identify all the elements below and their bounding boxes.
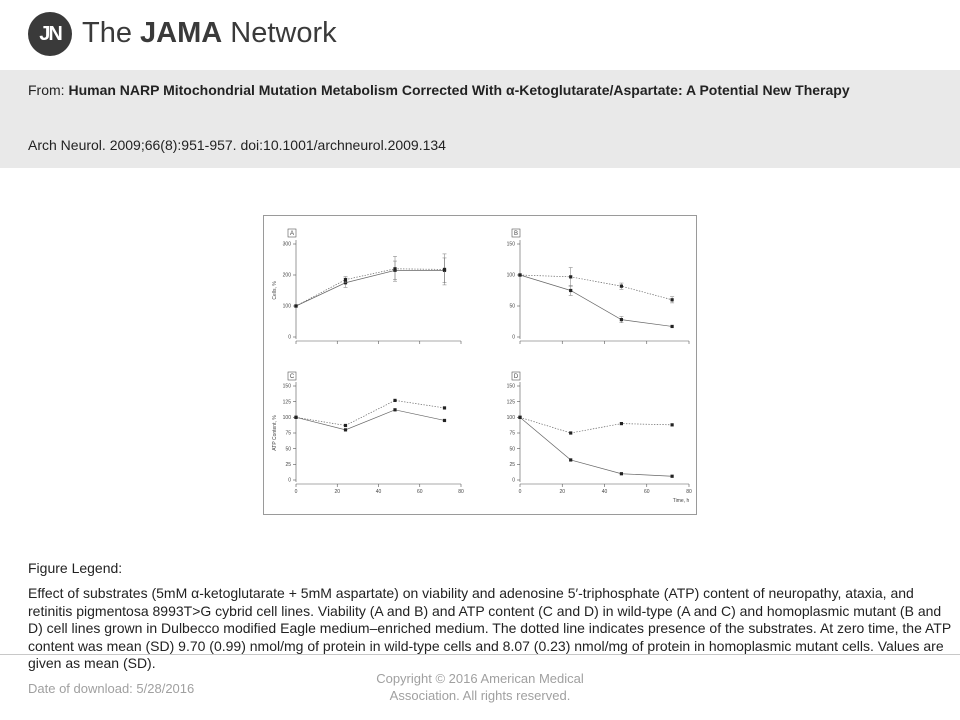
header-bar (0, 0, 960, 70)
y-tick-label: 0 (512, 334, 515, 341)
series-line-solid (296, 410, 445, 430)
y-tick-label: 100 (506, 272, 515, 279)
y-tick-label: 50 (509, 446, 515, 453)
series-line-dotted (520, 417, 672, 433)
data-point (671, 423, 674, 426)
data-point (393, 267, 396, 270)
data-point (443, 419, 446, 422)
article-source (28, 81, 936, 100)
x-tick-label: 40 (375, 489, 382, 495)
footer-divider (0, 654, 960, 655)
article-title: Human NARP Mitochondrial Mutation Metabolism Corrected With α-Ketoglutarate/Aspartate: A Potential New Therapy (68, 82, 850, 98)
x-axis-label: Time, h (672, 498, 690, 504)
panel-label: A (289, 231, 295, 237)
chart-panel-c (272, 372, 464, 495)
x-tick-label: 40 (601, 489, 608, 495)
download-date: Date of download: 5/28/2016 (28, 681, 195, 696)
citation-box (0, 70, 960, 168)
chart-panel-d (507, 372, 692, 504)
x-tick-label: 60 (643, 489, 650, 495)
data-point (620, 472, 623, 475)
data-point (393, 399, 396, 402)
data-point (344, 278, 347, 281)
data-point (569, 289, 572, 292)
y-tick-label: 125 (506, 399, 515, 406)
data-point (671, 475, 674, 478)
data-point (294, 304, 297, 307)
y-tick-label: 150 (282, 383, 291, 390)
series-line-dotted (520, 275, 672, 300)
y-axis-label: ATP Content, % (272, 415, 278, 451)
y-tick-label: 125 (282, 399, 291, 406)
brand-the: The (82, 17, 132, 49)
data-point (344, 424, 347, 427)
figure-chart-panels (264, 216, 696, 514)
series-line-dotted (296, 400, 445, 425)
data-point (569, 275, 572, 278)
brand-jama: JAMA (140, 17, 223, 49)
panel-label: D (513, 374, 519, 380)
x-tick-label: 80 (458, 489, 464, 495)
data-point (344, 428, 347, 431)
y-tick-label: 0 (512, 477, 515, 484)
y-tick-label: 0 (288, 477, 291, 484)
x-tick-label: 20 (559, 489, 566, 495)
y-tick-label: 25 (285, 462, 291, 469)
data-point (620, 422, 623, 425)
series-line-dotted (296, 269, 445, 306)
chart-panel-a (272, 229, 461, 344)
data-point (671, 325, 674, 328)
journal-citation: Arch Neurol. 2009;66(8):951-957. doi:10.1001/archneurol.2009.134 (28, 137, 446, 153)
data-point (620, 318, 623, 321)
y-tick-label: 200 (282, 272, 291, 279)
legend-heading: Figure Legend: (28, 560, 123, 576)
y-tick-label: 75 (509, 430, 515, 437)
data-point (518, 416, 521, 419)
y-tick-label: 75 (285, 430, 291, 437)
x-tick-label: 0 (518, 489, 522, 495)
figure-image (263, 215, 697, 515)
brand-name[interactable] (82, 17, 337, 50)
data-point (518, 273, 521, 276)
chart-panel-b (507, 229, 689, 344)
panel-label: C (289, 374, 295, 380)
data-point (569, 431, 572, 434)
y-tick-label: 300 (282, 241, 291, 248)
y-tick-label: 100 (282, 303, 291, 310)
series-line-solid (520, 417, 672, 476)
y-tick-label: 25 (509, 462, 515, 469)
y-tick-label: 150 (506, 383, 515, 390)
x-tick-label: 0 (294, 489, 298, 495)
y-tick-label: 50 (509, 303, 515, 310)
x-tick-label: 80 (686, 489, 692, 495)
y-axis-label: Cells, % (272, 281, 278, 300)
data-point (620, 285, 623, 288)
y-tick-label: 150 (506, 241, 515, 248)
from-label: From: (28, 82, 65, 98)
copyright-notice: Copyright © 2016 American Medical Association. All rights reserved. (376, 671, 584, 703)
y-tick-label: 0 (288, 334, 291, 341)
data-point (671, 298, 674, 301)
jama-network-logo[interactable]: JN (28, 12, 72, 56)
y-tick-label: 100 (506, 415, 515, 422)
x-tick-label: 60 (416, 489, 423, 495)
x-tick-label: 20 (334, 489, 341, 495)
data-point (443, 406, 446, 409)
data-point (569, 458, 572, 461)
data-point (294, 416, 297, 419)
data-point (443, 268, 446, 271)
y-tick-label: 100 (282, 415, 291, 422)
series-line-solid (520, 275, 672, 326)
data-point (393, 408, 396, 411)
panel-label: B (513, 231, 519, 237)
y-tick-label: 50 (285, 446, 291, 453)
legend-text: Effect of substrates (5mM α-ketoglutarate + 5mM aspartate) on viability and adenosine 5′-triphosphate (ATP) content of neuropathy, ataxia, and retinitis pigmentosa 8993T>G cybrid cell lines. Viability (A and B) and ATP content (C and D) in wild-type (A and C) and homoplasmic mutant (B and D) cell lines grown in Dulbecco modified Eagle medium–enriched medium. The dotted line indicates presence of the substrates. At zero time, the ATP content was mean (SD) 9.70 (0.99) nmol/mg of protein in wild-type cells and 8.07 (0.23) nmol/mg of protein in homoplasmic mutant cells. Values are given as mean (SD). (28, 585, 951, 671)
brand-network: Network (230, 17, 337, 49)
series-line-solid (296, 270, 445, 306)
